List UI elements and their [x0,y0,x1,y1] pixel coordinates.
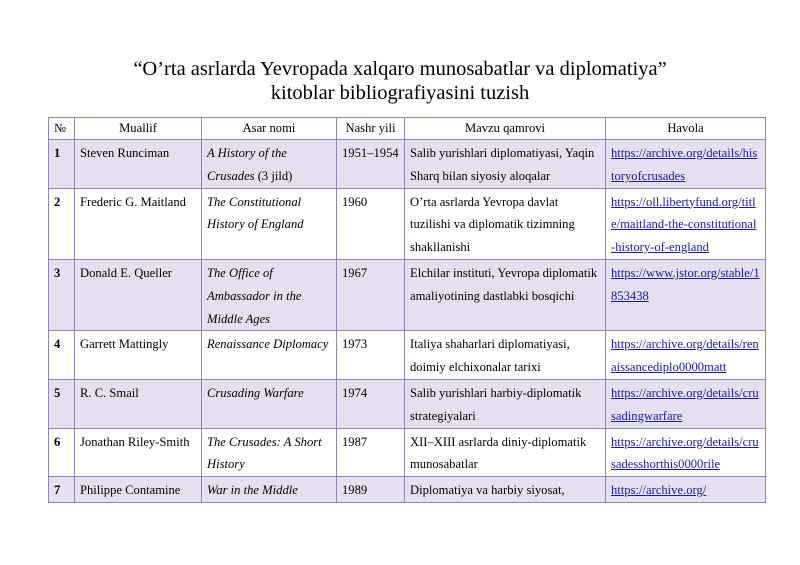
row-topic: Salib yurishlari harbiy-diplomatik strategiyalari [405,379,606,428]
row-link-cell [606,379,766,428]
table-body [49,140,766,503]
row-link-cell [606,188,766,259]
header-num: № [49,118,75,140]
row-number: 7 [49,477,75,503]
header-author: Muallif [75,118,202,140]
table-row [49,140,766,189]
row-topic: O’rta asrlarda Yevropa davlat tuzilishi va diplomatik tizimning shakllanishi [405,188,606,259]
row-author: R. C. Smail [75,379,202,428]
header-title: Asar nomi [202,118,337,140]
row-topic: Salib yurishlari diplomatiyasi, Yaqin Sharq bilan siyosiy aloqalar [405,140,606,189]
row-number: 6 [49,428,75,477]
table-row [49,259,766,330]
row-year: 1987 [337,428,405,477]
row-link-cell [606,140,766,189]
row-title: The Office of Ambassador in the Middle Ages [207,265,302,326]
title-line-1: “O’rta asrlarda Yevropada xalqaro munosabatlar va diplomatiya” [133,58,667,80]
table-header-row [49,118,766,140]
row-link[interactable]: https://archive.org/details/historyofcrusades [611,146,758,183]
row-title: War in the Middle [207,483,298,498]
row-number: 2 [49,188,75,259]
row-title-cell [202,379,337,428]
row-author: Steven Runciman [75,140,202,189]
row-link-cell [606,259,766,330]
row-title: A History of the Crusades [207,146,287,183]
row-topic: Italiya shaharlari diplomatiyasi, doimiy elchixonalar tarixi [405,331,606,380]
row-title: The Crusades: A Short History [207,434,322,472]
row-year: 1951–1954 [337,140,405,189]
row-topic: Elchilar instituti, Yevropa diplomatik amaliyotining dastlabki bosqichi [405,259,606,330]
row-link[interactable]: https://oll.libertyfund.org/title/maitland-the-constitutional-history-of-england [611,194,757,255]
row-title-cell [202,477,337,503]
row-title: The Constitutional History of England [207,194,304,232]
row-year: 1974 [337,379,405,428]
row-title-suffix: (3 jild) [254,168,293,183]
row-number: 5 [49,379,75,428]
row-title-cell [202,259,337,330]
row-title-cell [202,428,337,477]
title-line-2: kitoblar bibliografiyasini tuzish [270,82,530,104]
bibliography-table [48,117,766,503]
row-author: Jonathan Riley-Smith [75,428,202,477]
row-year: 1973 [337,331,405,380]
row-number: 3 [49,259,75,330]
table-row [49,477,766,503]
row-title: Renaissance Diplomacy [207,337,329,352]
row-year: 1989 [337,477,405,503]
table-row [49,379,766,428]
header-topic: Mavzu qamrovi [405,118,606,140]
row-year: 1967 [337,259,405,330]
row-link-cell [606,428,766,477]
row-title-cell [202,188,337,259]
row-author: Garrett Mattingly [75,331,202,380]
table-row [49,428,766,477]
row-title-cell [202,331,337,380]
row-author: Donald E. Queller [75,259,202,330]
row-link[interactable]: https://archive.org/details/crusadingwarfare [611,385,759,423]
document-title [0,57,800,105]
row-year: 1960 [337,188,405,259]
row-number: 1 [49,140,75,189]
row-title-cell [202,140,337,189]
row-link[interactable]: https://archive.org/details/renaissancediplo0000matt [611,337,759,375]
row-author: Philippe Contamine [75,477,202,503]
row-topic: XII–XIII asrlarda diniy-diplomatik munosabatlar [405,428,606,477]
table-row [49,188,766,259]
row-link[interactable]: https://www.jstor.org/stable/1853438 [611,265,760,303]
row-author: Frederic G. Maitland [75,188,202,259]
row-title: Crusading Warfare [207,385,304,400]
row-link[interactable]: https://archive.org/ [611,483,707,498]
table-row [49,331,766,380]
row-link[interactable]: https://archive.org/details/crusadesshorthis0000rile [611,434,759,472]
header-year: Nashr yili [337,118,405,140]
row-link-cell [606,331,766,380]
header-link: Havola [606,118,766,140]
row-topic: Diplomatiya va harbiy siyosat, [405,477,606,503]
row-number: 4 [49,331,75,380]
row-link-cell [606,477,766,503]
